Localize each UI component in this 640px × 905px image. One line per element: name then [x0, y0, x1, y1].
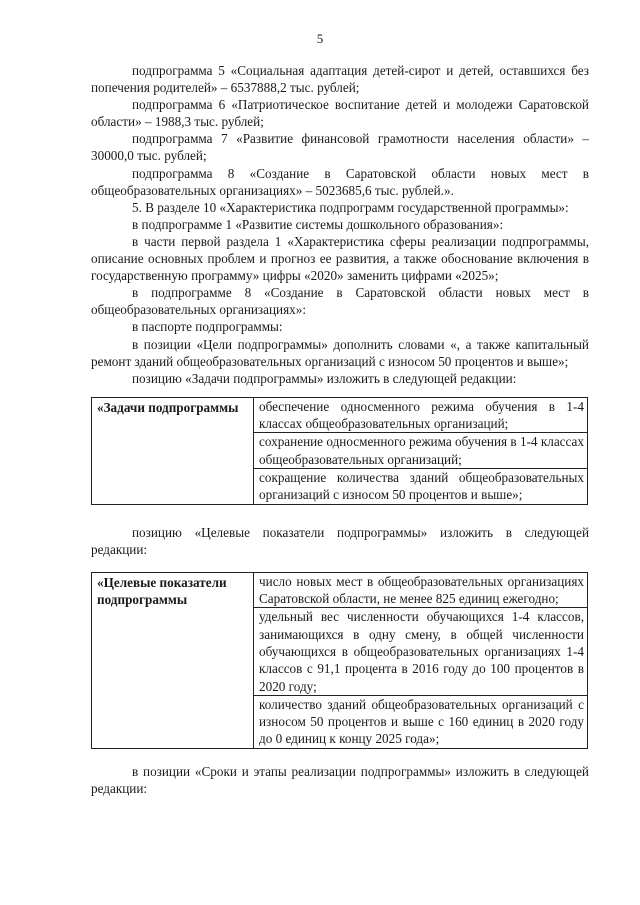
- targets-values: [254, 572, 588, 748]
- table-entry: количество зданий общеобразовательных организаций с износом 50 процентов и выше с 160 единиц в 2020 году до 0 единиц к концу 2025 года»;: [254, 695, 587, 748]
- targets-label: «Целевые показатели подпрограммы: [92, 572, 254, 748]
- paragraph: подпрограмма 6 «Патриотическое воспитание детей и молодежи Саратовской области» – 1988,3 тыс. рублей;: [91, 97, 589, 130]
- paragraph: подпрограмма 5 «Социальная адаптация детей-сирот и детей, оставшихся без попечения родителей» – 6537888,2 тыс. рублей;: [91, 63, 589, 96]
- paragraph: 5. В разделе 10 «Характеристика подпрограмм государственной программы»:: [132, 199, 569, 215]
- paragraph: в позиции «Цели подпрограммы» дополнить словами «, а также капитальный ремонт зданий общеобразовательных организаций с износом 50 процентов и выше»;: [91, 336, 589, 369]
- document-body: [91, 62, 589, 797]
- tasks-label: «Задачи подпрограммы: [92, 397, 254, 504]
- paragraph: в паспорте подпрограммы:: [132, 319, 283, 335]
- table-entry: сохранение односменного режима обучения в 1-4 классах общеобразовательных организаций;: [254, 432, 587, 468]
- paragraph: в подпрограмме 1 «Развитие системы дошкольного образования»:: [132, 216, 504, 232]
- table-row: [92, 572, 588, 748]
- page-number: 5: [316, 31, 324, 46]
- paragraph: позицию «Задачи подпрограммы» изложить в следующей редакции:: [132, 370, 517, 386]
- table-entry: удельный вес численности обучающихся 1-4 классов, занимающихся в одну смену, в общей численности обучающихся в общеобразовательных организациях 1-4 классов с 91,1 процента в 2016 году до 100 процентов в 2020 году;: [254, 607, 587, 694]
- targets-table: [91, 572, 588, 749]
- paragraph: позицию «Целевые показатели подпрограммы» изложить в следующей редакции:: [91, 524, 589, 557]
- paragraph: подпрограмма 7 «Развитие финансовой грамотности населения области» – 30000,0 тыс. рублей;: [91, 131, 589, 164]
- paragraph: в части первой раздела 1 «Характеристика сферы реализации подпрограммы, описание основных проблем и прогноз ее развития, а также обоснование включения в государственную программу» цифры «2020» заменить цифрами «2025»;: [91, 233, 589, 284]
- tasks-table: [91, 397, 588, 505]
- table-row: [92, 397, 588, 504]
- paragraph: в позиции «Сроки и этапы реализации подпрограммы» изложить в следующей редакции:: [91, 763, 589, 796]
- tasks-values: [254, 397, 588, 504]
- table-entry: обеспечение односменного режима обучения в 1-4 классах общеобразовательных организаций;: [259, 398, 584, 432]
- paragraph: подпрограмма 8 «Создание в Саратовской области новых мест в общеобразовательных организациях» – 5023685,6 тыс. рублей.».: [91, 165, 589, 198]
- table-entry: сокращение количества зданий общеобразовательных организаций с износом 50 процентов и выше»;: [254, 468, 587, 504]
- paragraph: в подпрограмме 8 «Создание в Саратовской области новых мест в общеобразовательных организациях»:: [91, 285, 589, 318]
- paragraphs-top: [91, 62, 589, 387]
- table-entry: число новых мест в общеобразовательных организациях Саратовской области, не менее 825 единиц ежегодно;: [259, 573, 584, 607]
